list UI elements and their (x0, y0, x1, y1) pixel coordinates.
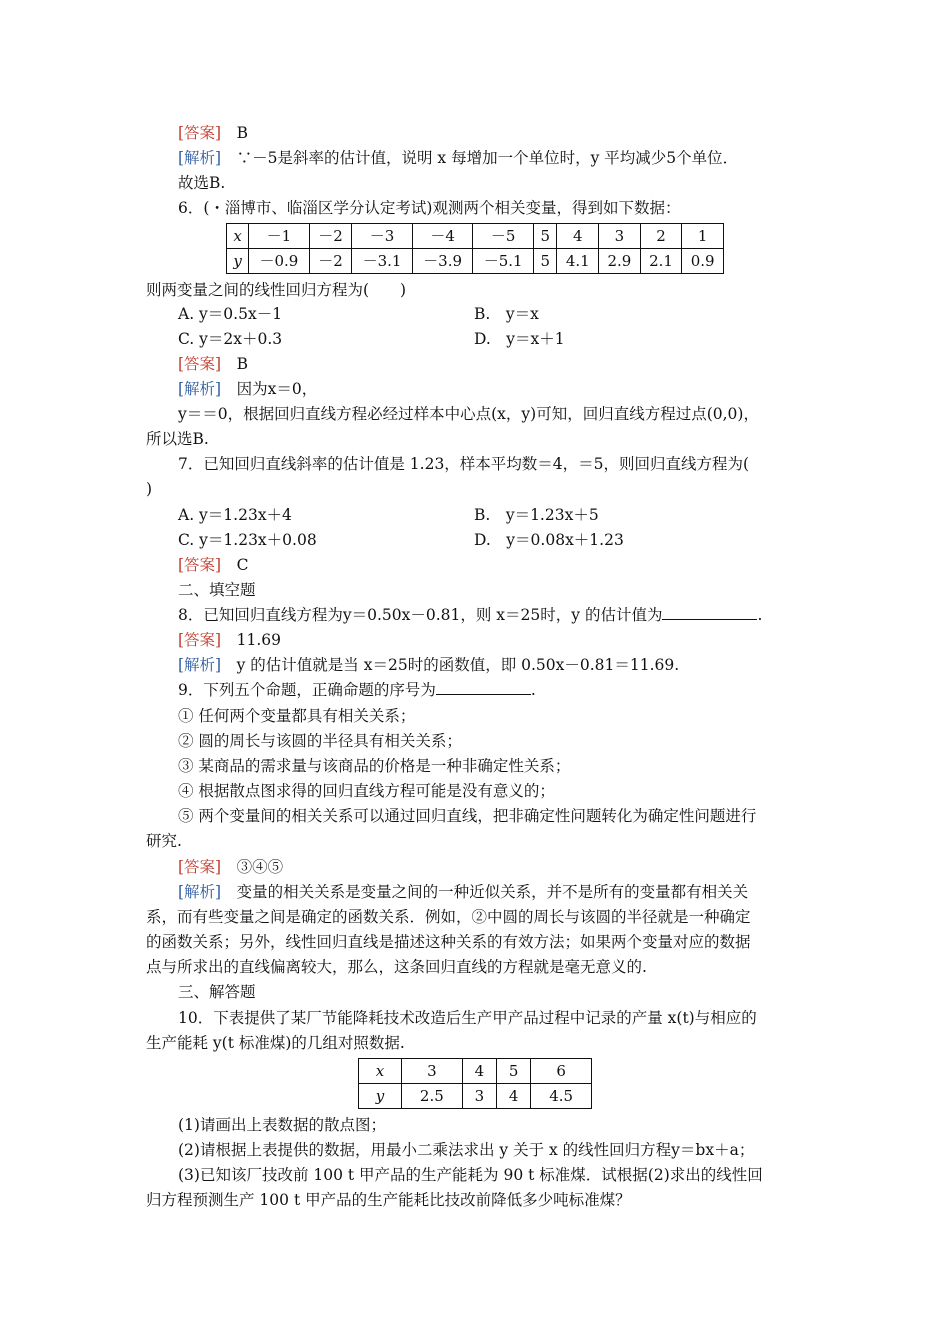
table-cell: 4 (496, 1084, 530, 1109)
q6-stem: 6．(・淄博市、临淄区学分认定考试)观测两个相关变量，得到如下数据： (178, 199, 681, 217)
q6-option-b: B. y＝x (474, 305, 539, 323)
table-row (227, 249, 724, 274)
q7-answer (178, 554, 249, 576)
table-label-y: y (227, 249, 249, 274)
q9-proposition-2: ② 圆的周长与该圆的半径具有相关关系； (178, 732, 462, 750)
q6-answer (178, 353, 248, 375)
table-cell: －1 (249, 224, 310, 249)
table-cell: 2 (640, 224, 682, 249)
table-cell: 6 (531, 1059, 592, 1084)
q9-proposition-5-end: 研究. (146, 832, 182, 850)
q9-analysis (178, 881, 748, 903)
table-cell: 5 (496, 1059, 530, 1084)
q6-analysis (178, 378, 317, 400)
q10-subquestion-3: (3)已知该厂技改前 100 t 甲产品的生产能耗为 90 t 标准煤．试根据(2)求出的线性回 (178, 1166, 763, 1184)
table-cell: －5 (473, 224, 534, 249)
q9-proposition-5: ⑤ 两个变量间的相关关系可以通过回归直线，把非确定性问题转化为确定性问题进行 (178, 807, 757, 825)
table-cell: 2.1 (640, 249, 682, 274)
q6-option-c: C. y＝2x＋0.3 (178, 330, 283, 348)
q9-proposition-3: ③ 某商品的需求量与该商品的价格是一种非确定性关系； (178, 757, 571, 775)
q7-option-a: A. y＝1.23x＋4 (178, 506, 292, 524)
analysis-text: 变量的相关关系是变量之间的一种近似关系，并不是所有的变量都有相关关 (236, 883, 749, 901)
answer-value: C (236, 556, 249, 574)
answer-tag: [答案] (178, 556, 222, 574)
q8-stem-text: 8．已知回归直线方程为y＝0.50x－0.81，则 x＝25时，y 的估计值为 (178, 606, 663, 624)
fill-blank (436, 680, 531, 695)
table-cell: 5 (533, 224, 556, 249)
q6-data-table (226, 223, 724, 274)
table-cell: －3.1 (352, 249, 413, 274)
q9-stem-end: . (530, 681, 536, 699)
table-row (227, 224, 724, 249)
table-cell: 2.9 (599, 249, 641, 274)
section-heading: 三、解答题 (178, 983, 256, 1001)
q10-subquestion-3-end: 归方程预测生产 100 t 甲产品的生产能耗比技改前降低多少吨标准煤？ (146, 1191, 631, 1209)
analysis-tag: [解析] (178, 656, 222, 674)
analysis-tag: [解析] (178, 149, 222, 167)
q10-stem: 10．下表提供了某厂节能降耗技术改造后生产甲产品过程中记录的产量 x(t)与相应的 (178, 1009, 757, 1027)
answer-tag: [答案] (178, 355, 222, 373)
answer-value: B (236, 124, 249, 142)
q9-stem-text: 9．下列五个命题，正确命题的序号为 (178, 681, 436, 699)
table-cell: －2 (309, 249, 351, 274)
q6-analysis-line3: 所以选B. (146, 430, 209, 448)
answer-tag: [答案] (178, 858, 222, 876)
table-label-x: x (359, 1059, 402, 1084)
analysis-text: 因为x＝0， (236, 380, 318, 398)
answer-value: 11.69 (236, 631, 281, 649)
q8-stem (178, 604, 762, 626)
q10-data-table (358, 1058, 592, 1109)
q7-option-b: B. y＝1.23x＋5 (474, 506, 599, 524)
q5-conclusion: 故选B. (178, 174, 226, 192)
table-cell: －3.9 (412, 249, 473, 274)
q5-answer (178, 122, 248, 144)
q8-stem-end: . (757, 606, 763, 624)
q9-stem (178, 679, 536, 701)
q8-analysis (178, 654, 679, 676)
answer-value: ③④⑤ (236, 858, 284, 876)
analysis-text: y 的估计值就是当 x＝25时的函数值，即 0.50x－0.81＝11.69. (236, 656, 680, 674)
q7-option-c: C. y＝1.23x＋0.08 (178, 531, 317, 549)
q9-analysis-line3: 的函数关系；另外，线性回归直线是描述这种关系的有效方法；如果两个变量对应的数据 (146, 933, 751, 951)
answer-tag: [答案] (178, 124, 222, 142)
table-row (359, 1059, 592, 1084)
table-row (359, 1084, 592, 1109)
q8-answer (178, 629, 281, 651)
q10-subquestion-1: (1)请画出上表数据的散点图； (178, 1116, 386, 1134)
q9-analysis-line2: 系，而有些变量之间是确定的函数关系．例如，②中圆的周长与该圆的半径就是一种确定 (146, 908, 751, 926)
section-heading: 二、填空题 (178, 581, 256, 599)
table-cell: 3 (599, 224, 641, 249)
q9-analysis-line4: 点与所求出的直线偏离较大，那么，这条回归直线的方程就是毫无意义的. (146, 958, 647, 976)
table-label-x: x (227, 224, 249, 249)
table-cell: －4 (412, 224, 473, 249)
q6-option-d: D. y＝x＋1 (474, 330, 565, 348)
table-cell: 4 (557, 224, 599, 249)
table-label-y: y (359, 1084, 402, 1109)
table-cell: 4.5 (531, 1084, 592, 1109)
table-cell: 3 (462, 1084, 496, 1109)
table-cell: 1 (682, 224, 724, 249)
answer-tag: [答案] (178, 631, 222, 649)
table-cell: 5 (533, 249, 556, 274)
q9-proposition-1: ① 任何两个变量都具有相关关系； (178, 707, 416, 725)
table-cell: 4 (462, 1059, 496, 1084)
q7-stem-end: ) (146, 480, 153, 498)
fill-blank (662, 605, 757, 620)
analysis-tag: [解析] (178, 883, 222, 901)
table-cell: －3 (352, 224, 413, 249)
answer-value: B (236, 355, 249, 373)
table-cell: －2 (309, 224, 351, 249)
q7-option-d: D. y＝0.08x＋1.23 (474, 531, 624, 549)
q6-option-a: A. y＝0.5x－1 (178, 305, 283, 323)
q5-analysis (178, 147, 738, 169)
q10-subquestion-2: (2)请根据上表提供的数据，用最小二乘法求出 y 关于 x 的线性回归方程y＝bx＋a； (178, 1141, 755, 1159)
q9-proposition-4: ④ 根据散点图求得的回归直线方程可能是没有意义的； (178, 782, 555, 800)
analysis-text: ∵－5是斜率的估计值，说明 x 每增加一个单位时，y 平均减少5个单位． (236, 149, 739, 167)
analysis-tag: [解析] (178, 380, 222, 398)
table-cell: 2.5 (402, 1084, 463, 1109)
q9-answer (178, 856, 283, 878)
q6-question: 则两变量之间的线性回归方程为( ) (146, 281, 407, 299)
q7-stem: 7．已知回归直线斜率的估计值是 1.23，样本平均数＝4，＝5，则回归直线方程为( (178, 455, 750, 473)
table-cell: －5.1 (473, 249, 534, 274)
table-cell: 0.9 (682, 249, 724, 274)
q6-analysis-line2: y＝＝0，根据回归直线方程必经过样本中心点(x，y)可知，回归直线方程过点(0,0)， (178, 405, 759, 423)
table-cell: －0.9 (249, 249, 310, 274)
q10-stem-line2: 生产能耗 y(t 标准煤)的几组对照数据. (146, 1034, 405, 1052)
table-cell: 3 (402, 1059, 463, 1084)
table-cell: 4.1 (557, 249, 599, 274)
